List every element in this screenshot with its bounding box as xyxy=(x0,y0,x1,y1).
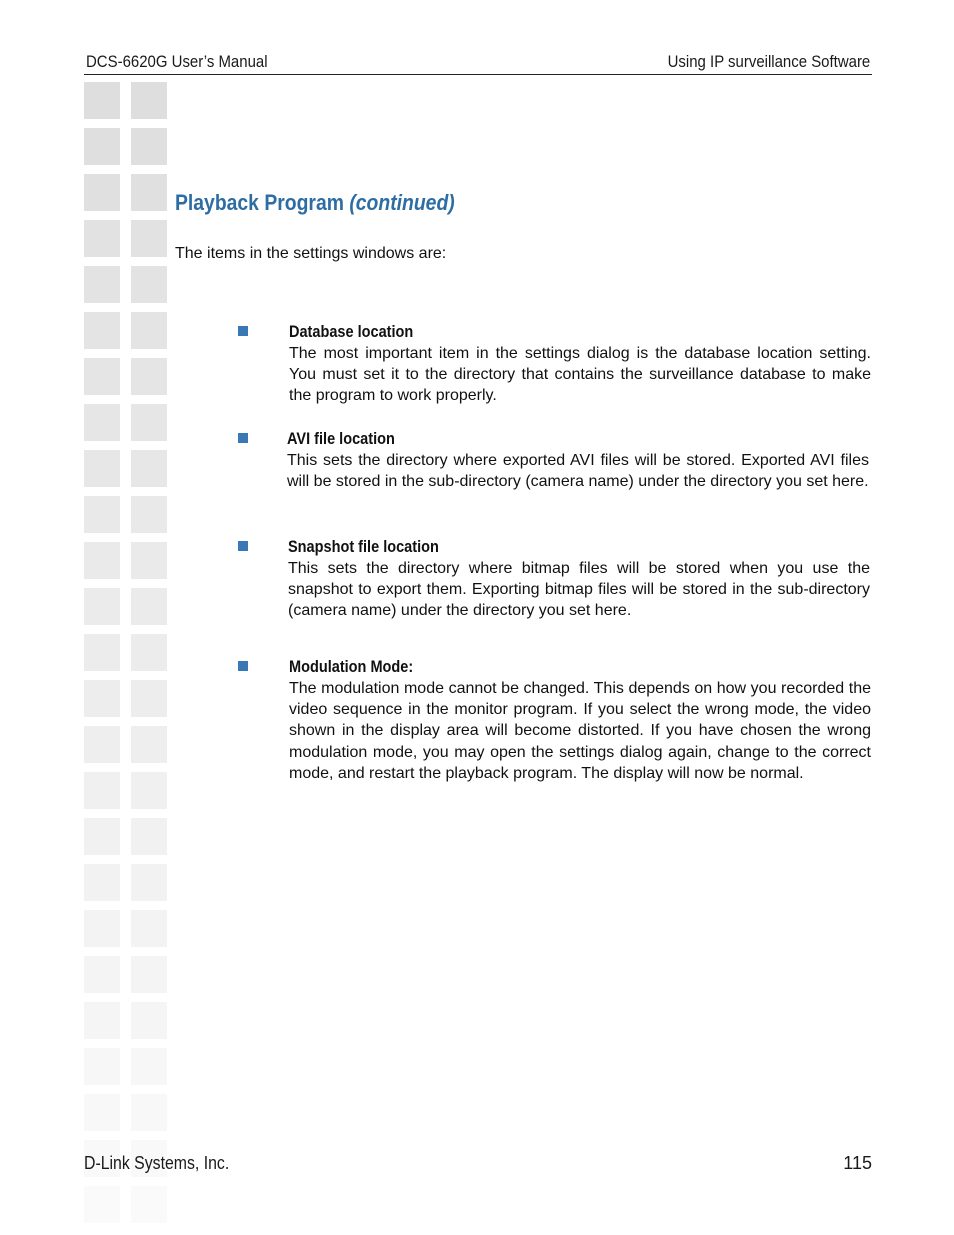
square-bullet-icon xyxy=(238,661,248,671)
decorative-tile xyxy=(131,1186,167,1223)
decorative-tile xyxy=(84,174,120,211)
running-header-title: DCS-6620G User’s Manual xyxy=(86,52,268,71)
decorative-tile xyxy=(84,1094,120,1131)
decorative-tile xyxy=(84,542,120,579)
decorative-tile xyxy=(131,1048,167,1085)
decorative-tile xyxy=(131,772,167,809)
decorative-tile xyxy=(84,864,120,901)
section-title-suffix: (continued) xyxy=(349,190,455,215)
item-title: Modulation Mode: xyxy=(289,658,414,676)
decorative-tile xyxy=(131,266,167,303)
decorative-tile xyxy=(84,404,120,441)
decorative-tile xyxy=(131,588,167,625)
decorative-tile xyxy=(131,496,167,533)
square-bullet-icon xyxy=(238,541,248,551)
decorative-tile xyxy=(131,818,167,855)
decorative-tile xyxy=(131,82,167,119)
decorative-tile xyxy=(84,910,120,947)
decorative-tile xyxy=(84,588,120,625)
settings-item-avi-file-location xyxy=(287,429,869,492)
decorative-tile xyxy=(84,956,120,993)
item-description: This sets the directory where bitmap files will be stored when you use the snapshot to export them. Exporting bitmap files will be stored in the sub-directory (camera name) under the directory you set here. xyxy=(288,560,870,620)
header-divider xyxy=(84,74,872,75)
decorative-tile xyxy=(131,864,167,901)
item-title: AVI file location xyxy=(287,430,395,448)
square-bullet-icon xyxy=(238,326,248,336)
decorative-tile xyxy=(84,1002,120,1039)
decorative-tile xyxy=(131,404,167,441)
decorative-tile xyxy=(131,680,167,717)
decorative-tile xyxy=(84,450,120,487)
decorative-tile xyxy=(84,680,120,717)
settings-item-modulation-mode xyxy=(289,657,871,784)
decorative-tile xyxy=(131,910,167,947)
decorative-tile xyxy=(84,220,120,257)
item-description: This sets the directory where exported AVI files will be stored. Exported AVI files will be stored in the sub-directory (camera name) under the directory you set here. xyxy=(287,452,869,491)
decorative-tile xyxy=(131,956,167,993)
item-description: The most important item in the settings dialog is the database location setting. You must set it to the directory that contains the surveillance database to make the program to work properly. xyxy=(289,345,871,405)
decorative-tile xyxy=(84,312,120,349)
decorative-tile xyxy=(131,634,167,671)
decorative-tile xyxy=(84,772,120,809)
item-description: The modulation mode cannot be changed. This depends on how you recorded the video sequence in the monitor program. If you select the wrong mode, the video shown in the display area will become distorted. If you have chosen the wrong modulation mode, you may open the settings dialog again, change to the correct mode, and restart the playback program. The display will now be normal. xyxy=(289,680,871,782)
decorative-tile xyxy=(84,726,120,763)
decorative-tile xyxy=(131,220,167,257)
decorative-tile xyxy=(84,82,120,119)
decorative-tile xyxy=(84,1186,120,1223)
decorative-tile xyxy=(131,542,167,579)
decorative-tile xyxy=(84,634,120,671)
running-header-section: Using IP surveillance Software xyxy=(667,52,870,71)
decorative-tile xyxy=(84,1048,120,1085)
decorative-tile xyxy=(131,1094,167,1131)
settings-item-snapshot-file-location xyxy=(288,537,870,622)
footer-company: D-Link Systems, Inc. xyxy=(84,1153,230,1173)
page-number: 115 xyxy=(843,1153,872,1173)
item-title: Database location xyxy=(289,323,414,341)
settings-item-database-location xyxy=(289,322,871,407)
decorative-tile xyxy=(84,266,120,303)
section-title xyxy=(175,190,455,216)
decorative-tile xyxy=(131,174,167,211)
decorative-tile xyxy=(131,450,167,487)
decorative-tile xyxy=(131,128,167,165)
decorative-tile xyxy=(131,1002,167,1039)
decorative-tile xyxy=(131,312,167,349)
decorative-tile-strip xyxy=(84,82,170,1235)
decorative-tile xyxy=(84,128,120,165)
decorative-tile xyxy=(84,358,120,395)
decorative-tile xyxy=(131,726,167,763)
decorative-tile xyxy=(84,818,120,855)
decorative-tile xyxy=(84,496,120,533)
item-title: Snapshot file location xyxy=(288,538,439,556)
square-bullet-icon xyxy=(238,433,248,443)
section-title-main: Playback Program xyxy=(175,190,344,215)
intro-text: The items in the settings windows are: xyxy=(175,245,447,262)
decorative-tile xyxy=(131,358,167,395)
